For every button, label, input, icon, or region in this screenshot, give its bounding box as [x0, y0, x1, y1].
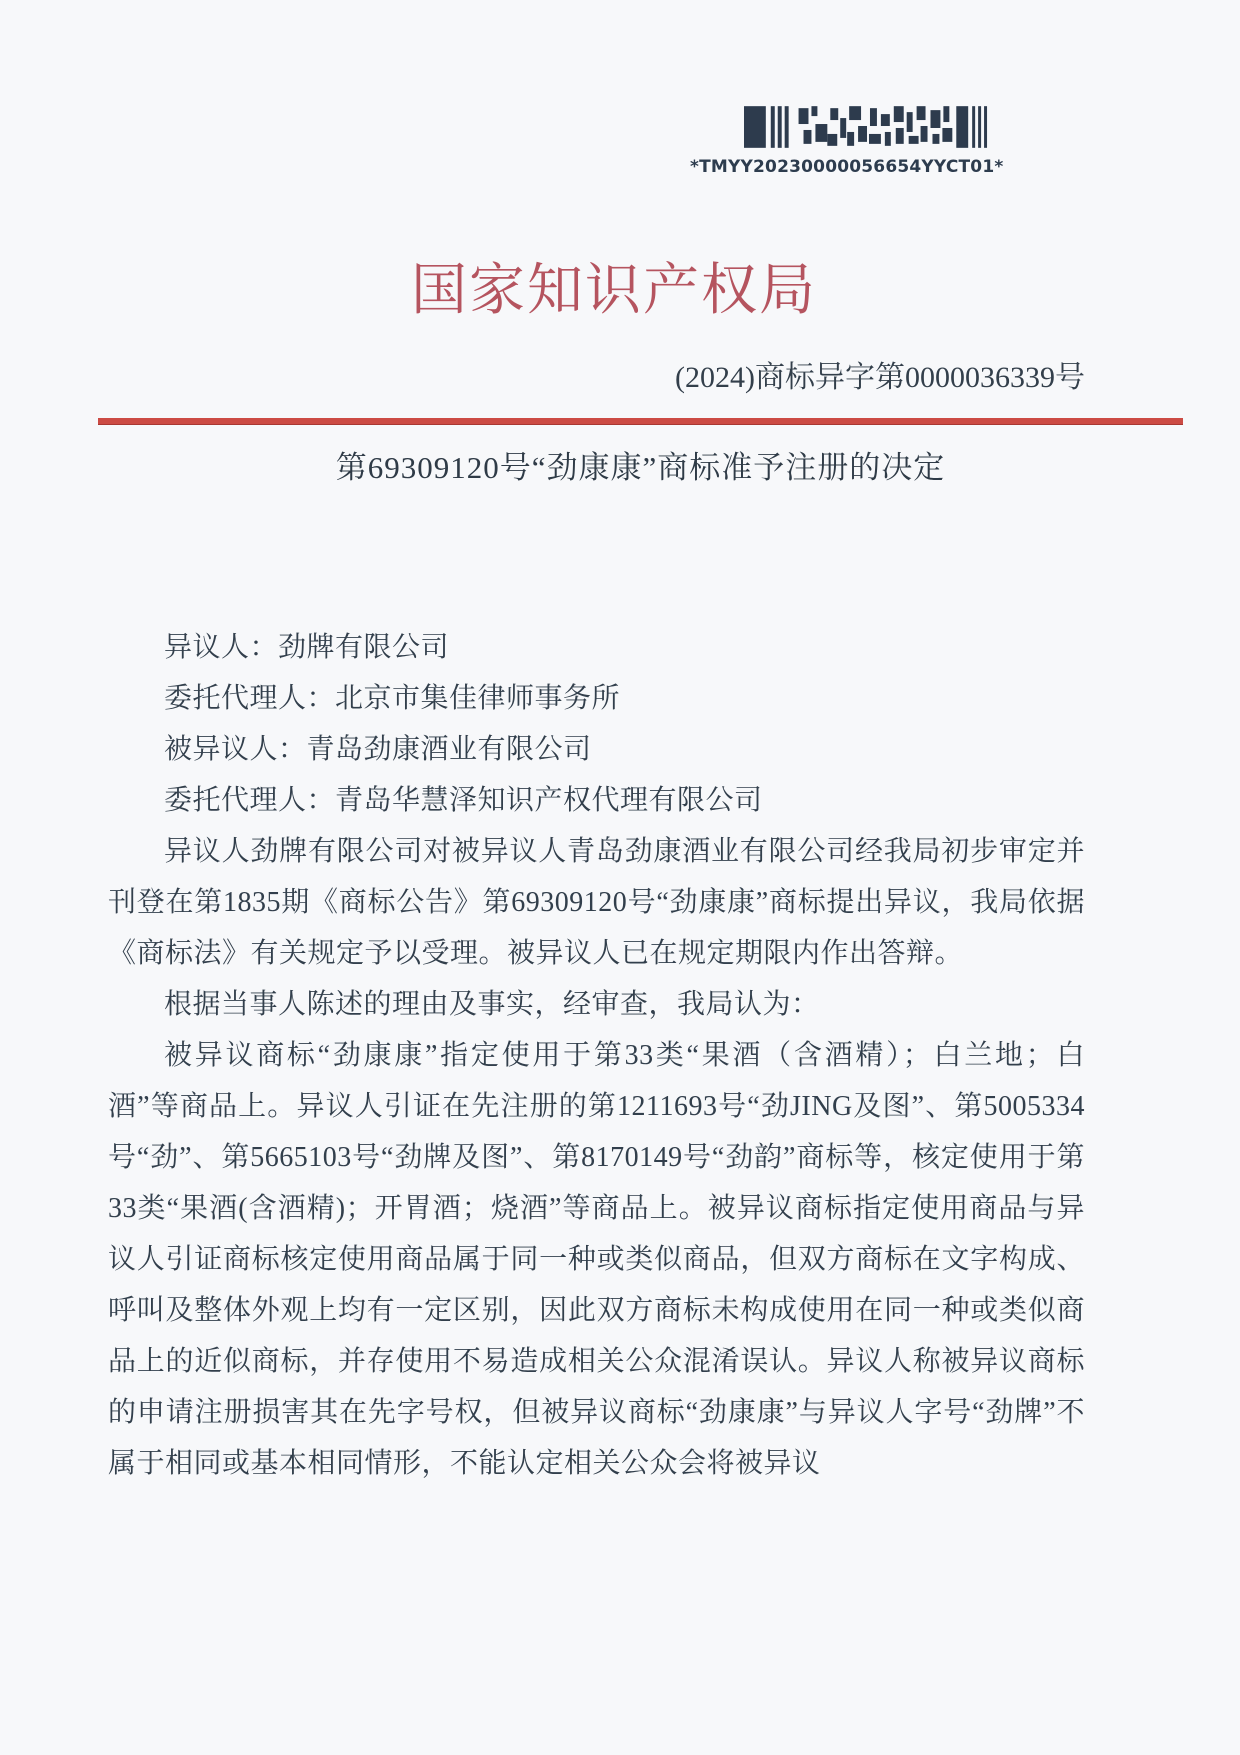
document-body — [108, 622, 1085, 1489]
party-line: 被异议人：青岛劲康酒业有限公司 — [164, 734, 592, 765]
party-line: 委托代理人：青岛华慧泽知识产权代理有限公司 — [164, 785, 763, 816]
body-paragraphs — [108, 826, 1085, 1489]
body-paragraph: 异议人劲牌有限公司对被异议人青岛劲康酒业有限公司经我局初步审定并刊登在第1835期《商标公告》第69309120号“劲康康”商标提出异议，我局依据《商标法》有关规定予以受理。被异议人已在规定期限内作出答辩。 — [108, 836, 1085, 969]
party-line: 委托代理人：北京市集佳律师事务所 — [164, 683, 621, 714]
barcode-icon — [744, 104, 992, 150]
document-number: (2024)商标异字第0000036339号 — [675, 361, 1085, 394]
agency-title: 国家知识产权局 — [411, 260, 817, 322]
party-lines-list — [108, 622, 1085, 826]
body-paragraph: 被异议商标“劲康康”指定使用于第33类“果酒（含酒精）；白兰地；白酒”等商品上。异议人引证在先注册的第1211693号“劲JING及图”、第5005334号“劲”、第5665103号“劲牌及图”、第8170149号“劲韵”商标等，核定使用于第33类“果酒(含酒精)；开胃酒；烧酒”等商品上。被异议商标指定使用商品与异议人引证商标核定使用商品属于同一种或类似商品，但双方商标在文字构成、呼叫及整体外观上均有一定区别，因此双方商标未构成使用在同一种或类似商品上的近似商标，并存使用不易造成相关公众混淆误认。异议人称被异议商标的申请注册损害其在先字号权，但被异议商标“劲康康”与异议人字号“劲牌”不属于相同或基本相同情形，不能认定相关公众会将被异议 — [108, 1040, 1085, 1479]
party-line: 异议人：劲牌有限公司 — [164, 632, 450, 663]
decision-heading: 第69309120号“劲康康”商标准予注册的决定 — [335, 450, 946, 485]
barcode-block — [690, 104, 1004, 177]
red-divider-line — [98, 418, 1183, 425]
body-paragraph: 根据当事人陈述的理由及事实，经审查，我局认为： — [164, 989, 820, 1020]
barcode-number-text: *TMYY20230000056654YYCT01* — [690, 157, 1004, 177]
